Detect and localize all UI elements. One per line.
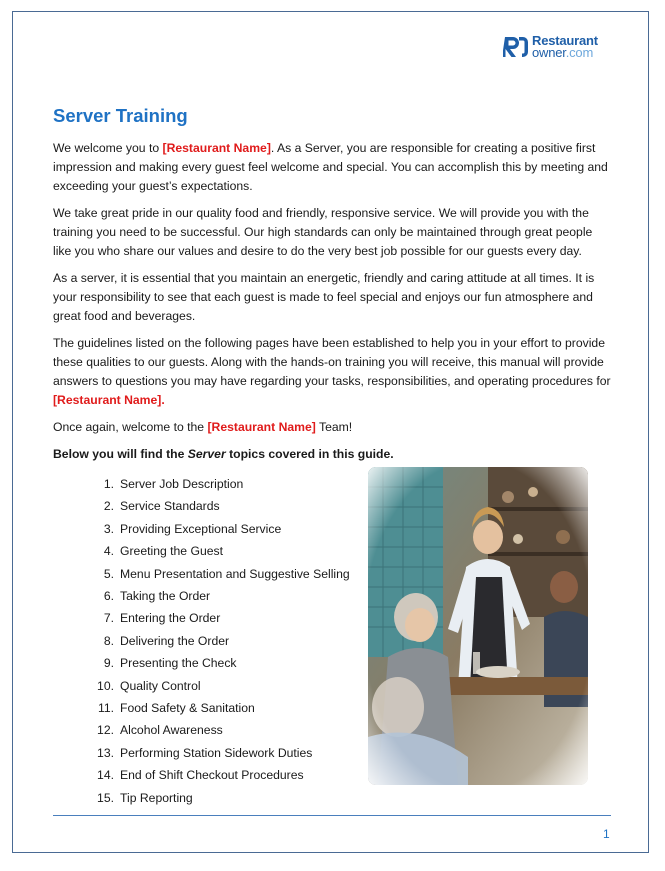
logo-line-restaurant: Restaurant	[532, 33, 598, 48]
list-item-label: Alcohol Awareness	[120, 723, 223, 738]
list-item-number: 12.	[97, 723, 114, 738]
list-item-label: Entering the Order	[120, 611, 221, 626]
restaurantowner-logo-icon	[503, 34, 529, 60]
list-item-number: 8.	[103, 633, 114, 648]
attitude-paragraph: As a server, it is essential that you maintain an energetic, friendly and caring attitude at all times. It is your responsibility to see that each guest is made to feel special and enjoys our fun atmosphere and great food and beverages.	[53, 271, 595, 323]
welcome-text-a: Once again, welcome to the	[53, 420, 208, 434]
list-item-number: 4.	[103, 544, 114, 559]
topics-list	[93, 473, 350, 809]
list-item-number: 10.	[97, 678, 114, 693]
list-item-number: 6.	[103, 589, 114, 604]
list-item	[93, 585, 350, 607]
list-item-label: Menu Presentation and Suggestive Selling	[120, 566, 350, 581]
page-number: 1	[603, 827, 610, 841]
list-item-number: 2.	[103, 499, 114, 514]
restaurant-scene-image	[368, 467, 588, 785]
main-content	[53, 104, 613, 470]
list-item	[93, 652, 350, 674]
list-item-label: End of Shift Checkout Procedures	[120, 768, 304, 783]
intro-paragraph	[53, 139, 613, 196]
list-item-label: Performing Station Sidework Duties	[120, 745, 313, 760]
restaurant-name-placeholder: [Restaurant Name].	[53, 393, 165, 407]
list-item	[93, 563, 350, 585]
guidelines-text-a: The guidelines listed on the following pages have been established to help you in your effort to provide these qualities to our guests. Along with the hands-on training you will receive, this manual will provide answers to questions you may have regarding your tasks, responsibilities, and operating procedures for	[53, 336, 611, 388]
list-item-label: Greeting the Guest	[120, 544, 223, 559]
logo-owner-text: owner	[532, 45, 566, 60]
footer-divider	[53, 815, 611, 816]
topics-heading	[53, 445, 613, 464]
list-item-label: Taking the Order	[120, 589, 211, 604]
welcome-text-c: Team!	[315, 420, 353, 434]
list-item-number: 14.	[97, 768, 114, 783]
server-photo	[368, 467, 588, 785]
list-item	[93, 630, 350, 652]
list-item-label: Quality Control	[120, 678, 201, 693]
logo-line-owner	[532, 47, 598, 59]
list-item-label: Service Standards	[120, 499, 220, 514]
list-item	[93, 719, 350, 741]
intro-text-c: . As a Server, you are responsible for creating a positive first impression and making every guest feel welcome and special. You can accomplish this by meeting and exceeding your guest’s expectations.	[53, 141, 608, 193]
list-item	[93, 742, 350, 764]
logo-dotcom-text: .com	[565, 45, 594, 60]
restaurant-name-placeholder: [Restaurant Name]	[207, 420, 316, 434]
list-item-label: Delivering the Order	[120, 633, 230, 648]
topics-heading-server: Server	[187, 447, 226, 461]
list-item-label: Providing Exceptional Service	[120, 521, 282, 536]
pride-paragraph: We take great pride in our quality food and friendly, responsive service. We will provide you with the training you need to be successful. Our high standards can only be maintained through great people like you who share our values and desire to do the very best job possible for our guests every day.	[53, 206, 593, 258]
list-item-label: Food Safety & Sanitation	[120, 701, 255, 716]
list-item-number: 11.	[97, 701, 114, 716]
guidelines-paragraph	[53, 334, 613, 410]
list-item	[93, 787, 350, 809]
page-title: Server Training	[53, 105, 188, 126]
list-item	[93, 518, 350, 540]
list-item-number: 1.	[103, 477, 114, 491]
list-item-label: Tip Reporting	[120, 790, 193, 805]
list-item	[93, 540, 350, 562]
list-item	[93, 675, 350, 697]
list-item	[93, 473, 350, 495]
list-item-number: 3.	[103, 521, 114, 536]
list-item-number: 15.	[97, 790, 114, 805]
brand-logo[interactable]	[503, 34, 598, 60]
list-item-number: 13.	[97, 745, 114, 760]
list-item-number: 5.	[103, 566, 114, 581]
list-item-label: Server Job Description	[120, 477, 244, 491]
list-item	[93, 607, 350, 629]
logo-wordmark	[532, 35, 598, 59]
restaurant-name-placeholder: [Restaurant Name]	[162, 141, 271, 155]
list-item	[93, 697, 350, 719]
document-page	[12, 11, 649, 853]
list-item	[93, 495, 350, 517]
list-item-number: 7.	[103, 611, 114, 626]
topics-heading-a: Below you will find the	[53, 447, 188, 461]
welcome-paragraph	[53, 418, 613, 437]
topics-heading-c: topics covered in this guide.	[225, 447, 394, 461]
list-item-number: 9.	[103, 656, 114, 671]
list-item-label: Presenting the Check	[120, 656, 237, 671]
intro-text-a: We welcome you to	[53, 141, 163, 155]
list-item	[93, 764, 350, 786]
